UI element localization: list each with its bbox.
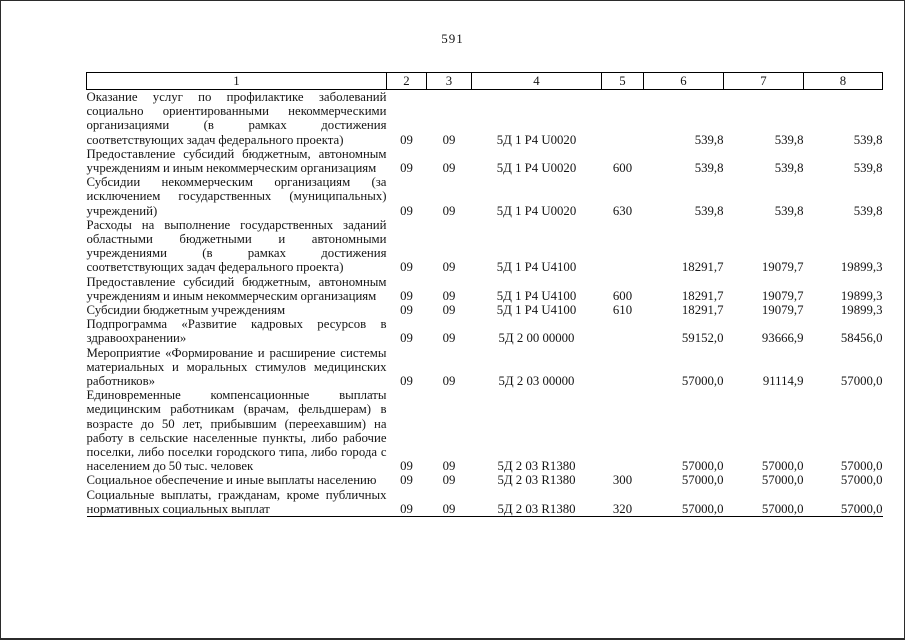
column-header-4: 4 bbox=[472, 73, 602, 90]
cell-amount-year1: 59152,0 bbox=[681, 331, 724, 346]
cell-amount-year1: 57000,0 bbox=[681, 501, 724, 516]
cell-amount-year2: 93666,9 bbox=[761, 331, 804, 346]
cell-expense-type bbox=[602, 90, 644, 147]
cell-expense-type: 600 bbox=[612, 161, 633, 176]
cell-target-article: 5Д 2 03 00000 bbox=[498, 374, 575, 389]
cell-subsection-code: 09 bbox=[442, 459, 456, 474]
cell-amount-year3: 57000,0 bbox=[840, 459, 883, 474]
cell-amount-year2: 19079,7 bbox=[761, 303, 804, 318]
cell-amount-year1: 539,8 bbox=[694, 203, 724, 218]
cell-expenditure-name: Субсидии некоммерческим организациям (за исключением государственных (муниципальных) учреждений) bbox=[86, 175, 387, 218]
table-row bbox=[87, 218, 883, 275]
cell-section-code: 09 bbox=[400, 203, 413, 218]
cell-target-article: 5Д 1 P4 U4100 bbox=[496, 288, 577, 303]
cell-amount-year2: 19079,7 bbox=[761, 260, 804, 275]
cell-expense-type: 300 bbox=[612, 473, 633, 488]
cell-amount-year3: 19899,3 bbox=[840, 288, 883, 303]
cell-amount-year3: 57000,0 bbox=[840, 501, 883, 516]
cell-amount-year3: 57000,0 bbox=[840, 374, 883, 389]
cell-expenditure-name: Подпрограмма «Развитие кадровых ресурсов в здравоохранении» bbox=[86, 317, 387, 346]
cell-amount-year2: 57000,0 bbox=[761, 501, 804, 516]
table-body bbox=[87, 90, 883, 517]
cell-section-code: 09 bbox=[400, 161, 413, 176]
cell-section-code: 09 bbox=[400, 459, 413, 474]
table-header bbox=[87, 73, 883, 90]
cell-subsection-code: 09 bbox=[442, 374, 456, 389]
cell-section-code: 09 bbox=[400, 374, 413, 389]
cell-amount-year1: 539,8 bbox=[694, 161, 724, 176]
cell-amount-year3: 57000,0 bbox=[840, 473, 883, 488]
cell-subsection-code: 09 bbox=[442, 303, 456, 318]
cell-expense-type bbox=[602, 218, 644, 275]
cell-expense-type: 320 bbox=[612, 501, 633, 516]
table-row bbox=[87, 346, 883, 389]
table-row bbox=[87, 488, 883, 517]
cell-expenditure-name: Оказание услуг по профилактике заболеваний социально ориентированными некоммерческими организациями (в рамках достижения соответствующих задач федерального проекта) bbox=[86, 90, 387, 147]
cell-amount-year1: 539,8 bbox=[694, 132, 724, 147]
cell-section-code: 09 bbox=[400, 260, 413, 275]
cell-subsection-code: 09 bbox=[442, 288, 456, 303]
cell-section-code: 09 bbox=[400, 331, 413, 346]
column-header-8: 8 bbox=[804, 73, 883, 90]
cell-amount-year2: 539,8 bbox=[774, 161, 804, 176]
cell-amount-year1: 18291,7 bbox=[681, 260, 724, 275]
expenditure-table bbox=[86, 72, 883, 517]
cell-expenditure-name: Социальные выплаты, гражданам, кроме публичных нормативных социальных выплат bbox=[86, 487, 387, 516]
table-row bbox=[87, 90, 883, 147]
column-header-7: 7 bbox=[724, 73, 804, 90]
cell-amount-year2: 57000,0 bbox=[761, 459, 804, 474]
cell-subsection-code: 09 bbox=[442, 203, 456, 218]
cell-expense-type bbox=[602, 317, 644, 345]
table-row bbox=[87, 473, 883, 487]
cell-amount-year1: 57000,0 bbox=[681, 459, 724, 474]
cell-amount-year1: 18291,7 bbox=[681, 303, 724, 318]
cell-amount-year2: 57000,0 bbox=[761, 473, 804, 488]
table-row bbox=[87, 303, 883, 317]
cell-expense-type: 600 bbox=[612, 288, 633, 303]
cell-section-code: 09 bbox=[400, 303, 413, 318]
cell-expenditure-name: Мероприятие «Формирование и расширение системы материальных и моральных стимулов медицинских работников» bbox=[86, 345, 387, 389]
table-row bbox=[87, 388, 883, 473]
table-row bbox=[87, 275, 883, 303]
cell-expenditure-name: Единовременные компенсационные выплаты медицинским работникам (врачам, фельдшерам) в возрасте до 50 лет, прибывшим (переехавшим) на работу в сельские населенные пункты, либо рабочие поселки, либо поселки городского типа, либо города с населением до 50 тыс. человек bbox=[86, 388, 387, 474]
cell-section-code: 09 bbox=[400, 132, 413, 147]
cell-amount-year3: 539,8 bbox=[853, 203, 883, 218]
cell-amount-year3: 19899,3 bbox=[840, 303, 883, 318]
cell-section-code: 09 bbox=[400, 288, 413, 303]
cell-amount-year3: 539,8 bbox=[853, 161, 883, 176]
cell-expense-type: 610 bbox=[612, 303, 633, 318]
cell-target-article: 5Д 2 03 R1380 bbox=[497, 473, 576, 488]
cell-amount-year3: 19899,3 bbox=[840, 260, 883, 275]
cell-target-article: 5Д 1 P4 U4100 bbox=[496, 260, 577, 275]
cell-amount-year2: 539,8 bbox=[774, 132, 804, 147]
column-header-2: 2 bbox=[387, 73, 427, 90]
cell-subsection-code: 09 bbox=[442, 473, 456, 488]
cell-expense-type: 630 bbox=[612, 203, 633, 218]
table-row bbox=[87, 317, 883, 345]
table-row bbox=[87, 147, 883, 175]
cell-amount-year2: 539,8 bbox=[774, 203, 804, 218]
cell-amount-year1: 57000,0 bbox=[681, 473, 724, 488]
column-header-6: 6 bbox=[644, 73, 724, 90]
column-header-3: 3 bbox=[427, 73, 472, 90]
cell-target-article: 5Д 2 03 R1380 bbox=[497, 501, 576, 516]
cell-target-article: 5Д 1 P4 U0020 bbox=[496, 161, 577, 176]
cell-amount-year3: 58456,0 bbox=[840, 331, 883, 346]
cell-target-article: 5Д 1 P4 U0020 bbox=[496, 203, 577, 218]
cell-subsection-code: 09 bbox=[442, 260, 456, 275]
cell-section-code: 09 bbox=[400, 473, 413, 488]
cell-amount-year2: 19079,7 bbox=[761, 288, 804, 303]
header-row bbox=[87, 73, 883, 90]
column-header-5: 5 bbox=[602, 73, 644, 90]
cell-target-article: 5Д 2 00 00000 bbox=[498, 331, 575, 346]
cell-expense-type bbox=[602, 388, 644, 473]
cell-subsection-code: 09 bbox=[442, 331, 456, 346]
cell-subsection-code: 09 bbox=[442, 161, 456, 176]
table-row bbox=[87, 175, 883, 218]
cell-amount-year1: 18291,7 bbox=[681, 288, 724, 303]
cell-amount-year2: 91114,9 bbox=[762, 374, 804, 389]
cell-expenditure-name: Расходы на выполнение государственных заданий областными бюджетными и автономными учреждениями (в рамках достижения соответствующих задач федерального проекта) bbox=[86, 217, 387, 275]
cell-expense-type bbox=[602, 346, 644, 389]
cell-expenditure-name: Социальное обеспечение и иные выплаты населению bbox=[86, 473, 377, 488]
cell-expenditure-name: Субсидии бюджетным учреждениям bbox=[86, 303, 286, 318]
cell-section-code: 09 bbox=[400, 501, 413, 516]
cell-target-article: 5Д 1 P4 U0020 bbox=[496, 132, 577, 147]
cell-expenditure-name: Предоставление субсидий бюджетным, автономным учреждениям и иным некоммерческим организациям bbox=[86, 146, 387, 176]
cell-target-article: 5Д 2 03 R1380 bbox=[497, 459, 576, 474]
cell-expenditure-name: Предоставление субсидий бюджетным, автономным учреждениям и иным некоммерческим организациям bbox=[86, 274, 387, 303]
column-header-1: 1 bbox=[87, 73, 387, 90]
cell-subsection-code: 09 bbox=[442, 132, 456, 147]
cell-amount-year3: 539,8 bbox=[853, 132, 883, 147]
page-number: 591 bbox=[441, 31, 464, 46]
cell-amount-year1: 57000,0 bbox=[681, 374, 724, 389]
cell-target-article: 5Д 1 P4 U4100 bbox=[496, 303, 577, 318]
cell-subsection-code: 09 bbox=[442, 501, 456, 516]
